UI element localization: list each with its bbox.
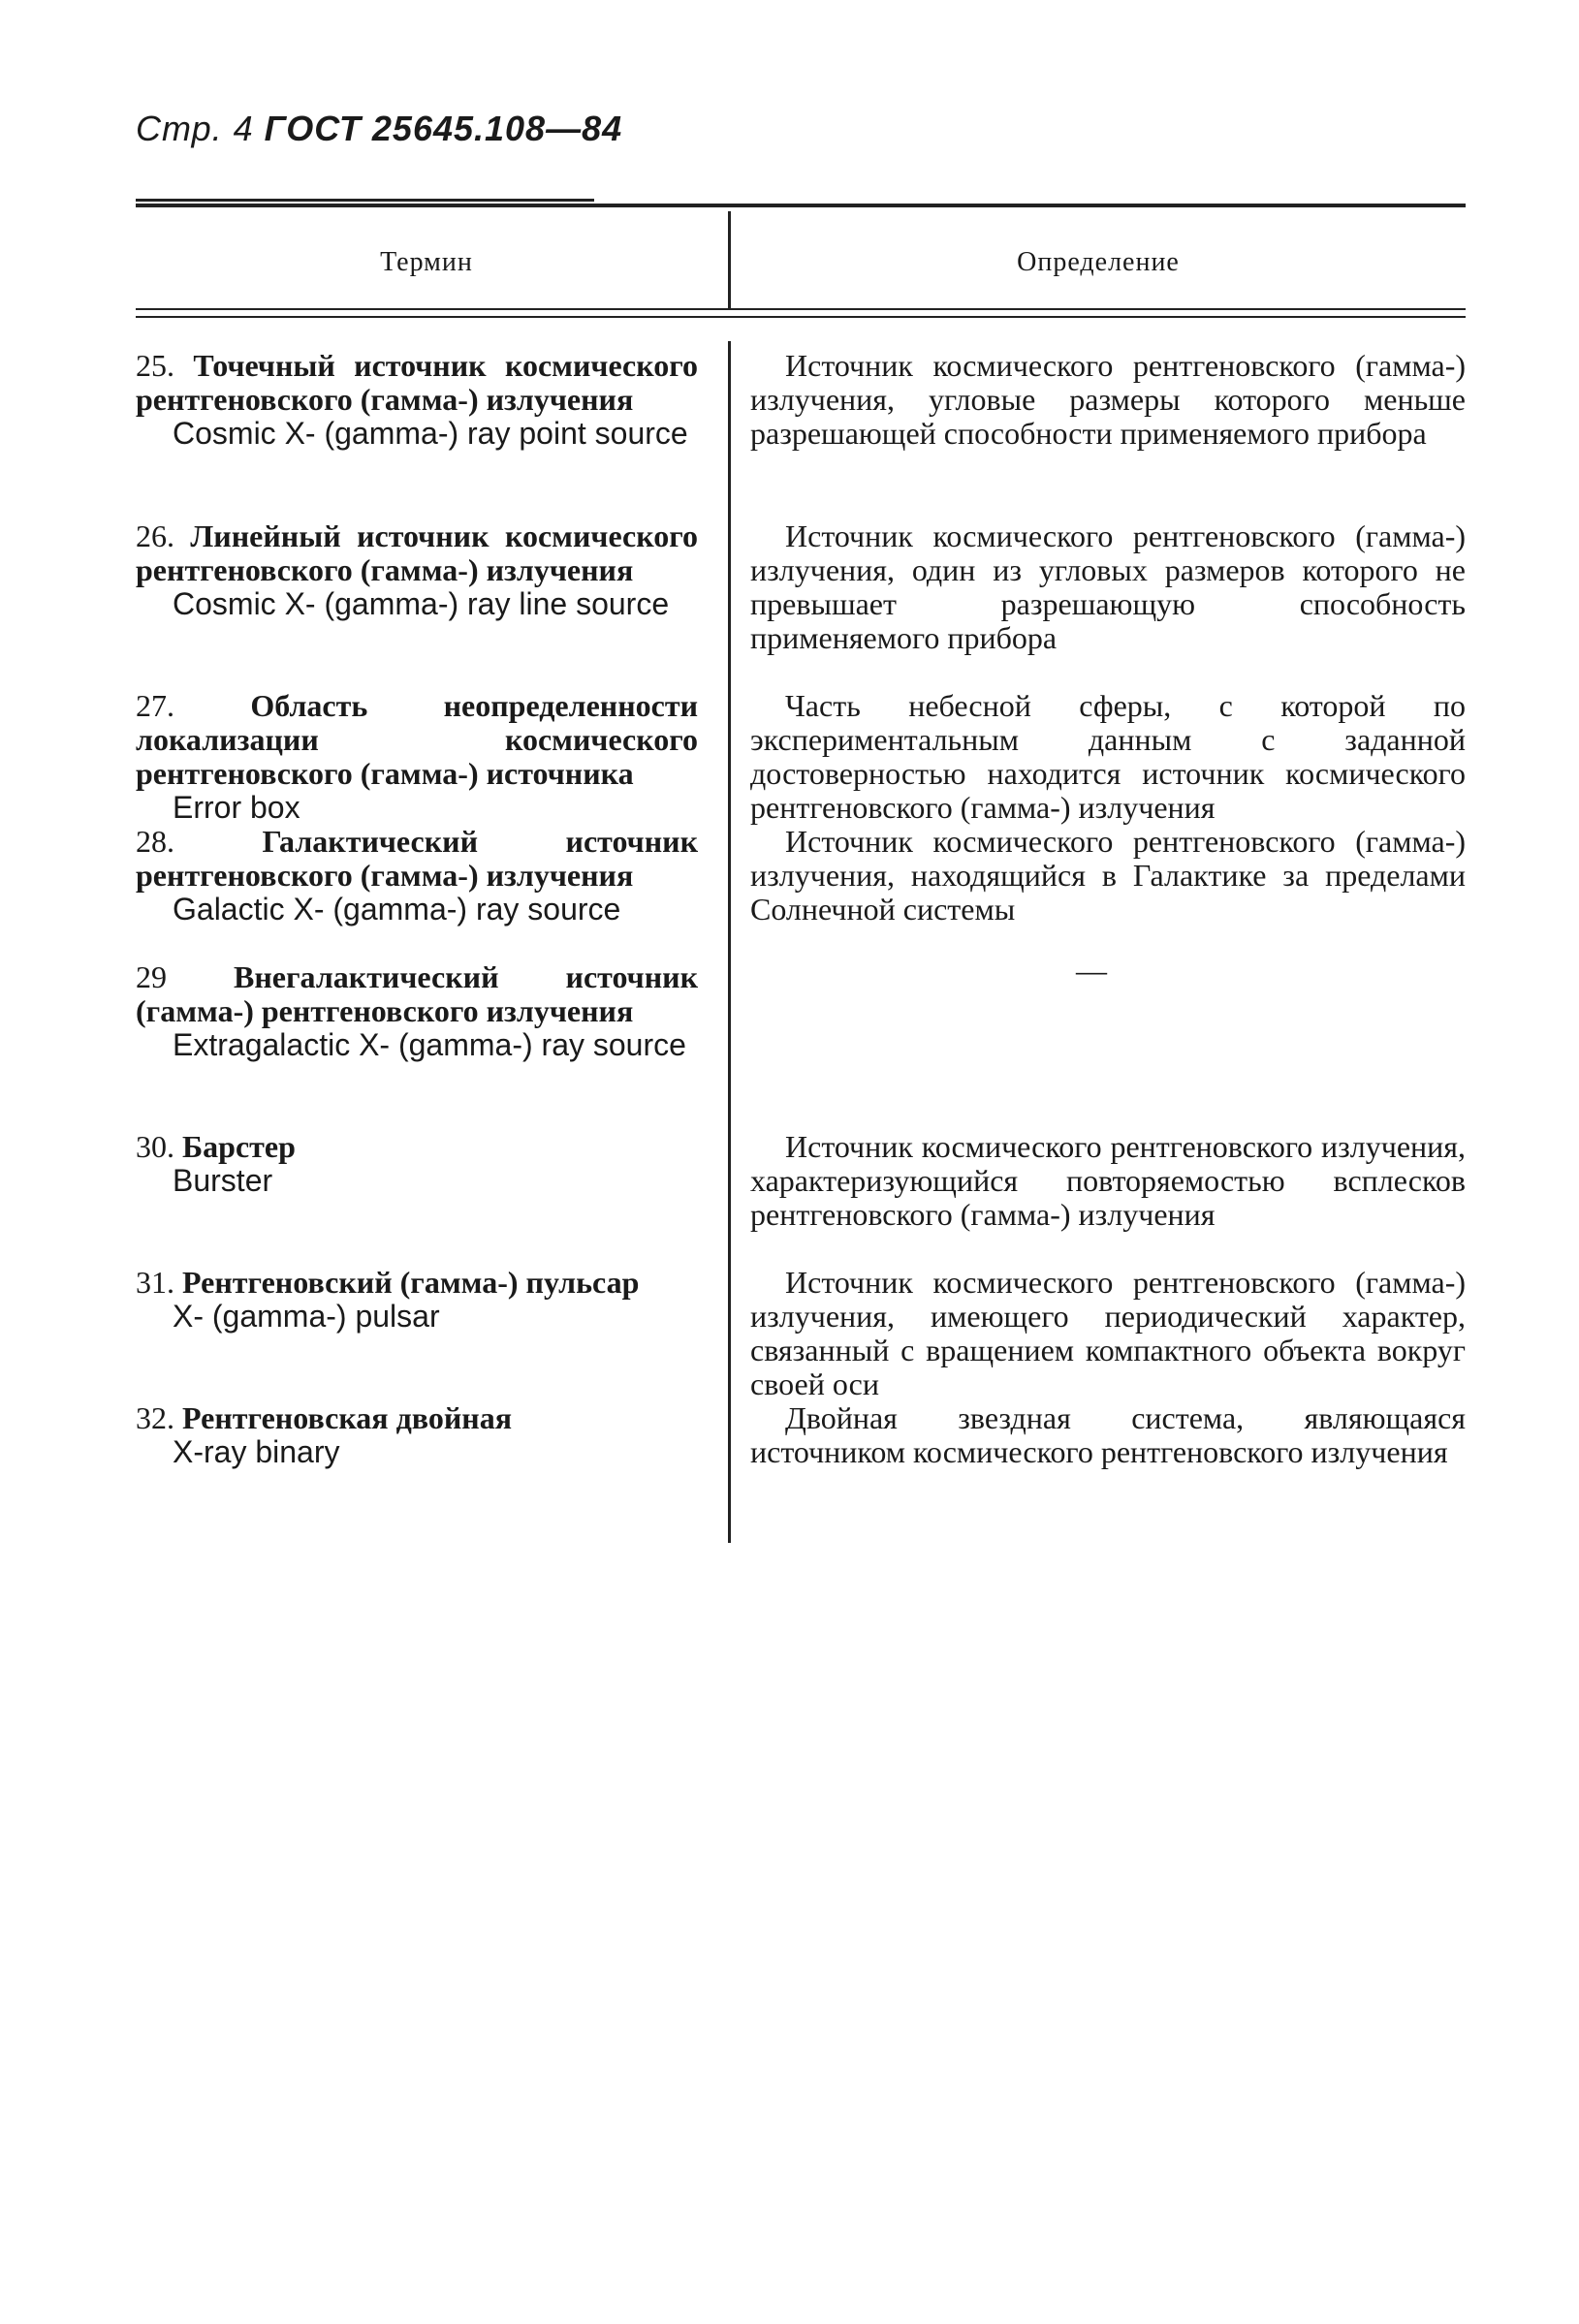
term-english: Galactic X- (gamma-) ray source — [173, 892, 621, 926]
term-definition: Источник космического рентгеновского (гамма-) излучения, имеющего периодический характер, связанный с вращением компактного объекта вокруг своей оси — [750, 1265, 1466, 1401]
term-russian: 30. Барстер — [136, 1129, 296, 1164]
table-top-rule — [136, 204, 1466, 207]
term-russian: 32. Рентгеновская двойная — [136, 1400, 513, 1435]
table-row — [136, 689, 698, 825]
term-definition: Источник космического рентгеновского излучения, характеризующийся повторяемостью всплесков рентгеновского (гамма-) излучения — [750, 1129, 1466, 1232]
table-row — [136, 1130, 698, 1198]
table-row — [136, 1266, 698, 1334]
term-english: X-ray binary — [173, 1434, 340, 1469]
term-english: X- (gamma-) pulsar — [173, 1299, 440, 1334]
header-underline — [136, 199, 594, 202]
term-number: 25. — [136, 348, 174, 383]
term-number: 31. — [136, 1265, 174, 1300]
term-english: Cosmic X- (gamma-) ray point source — [173, 416, 688, 451]
table-row — [136, 825, 698, 926]
term-definition: — — [1076, 953, 1107, 988]
term-definition: Двойная звездная система, являющаяся источником космического рентгеновского излучения — [750, 1400, 1466, 1469]
column-divider-body — [728, 341, 731, 1543]
table-row — [136, 349, 698, 451]
term-number: 30. — [136, 1129, 174, 1164]
term-english: Extragalactic X- (gamma-) ray source — [173, 1027, 686, 1062]
page-header — [136, 109, 622, 149]
term-english: Error box — [173, 790, 300, 825]
table-row — [136, 1401, 698, 1469]
term-russian: 28. Галактический источник рентгеновского (гамма-) излучения — [136, 824, 698, 893]
standard-number: ГОСТ 25645.108—84 — [264, 109, 623, 148]
term-russian: 25. Точечный источник космического рентгеновского (гамма-) излучения — [136, 348, 699, 417]
table-row — [136, 519, 698, 621]
term-number: 29 — [136, 959, 167, 994]
term-definition: Часть небесной сферы, с которой по экспериментальным данным с заданной достоверностью находится источник космического рентгеновского (гамма-) излучения — [750, 688, 1466, 825]
term-english: Cosmic X- (gamma-) ray line source — [173, 586, 670, 621]
table-row — [136, 960, 698, 1062]
header-rule-upper — [136, 308, 1466, 310]
term-definition: Источник космического рентгеновского (гамма-) излучения, угловые размеры которого меньше разрешающей способности применяемого прибора — [750, 348, 1466, 451]
term-definition: Источник космического рентгеновского (гамма-) излучения, находящийся в Галактике за пределами Солнечной системы — [750, 824, 1466, 926]
term-number: 28. — [136, 824, 174, 859]
page-label: Стр. 4 — [136, 109, 254, 148]
term-number: 26. — [136, 518, 174, 553]
term-russian: 29 Внегалактический источник (гамма-) рентгеновского излучения — [136, 959, 698, 1028]
term-definition: Источник космического рентгеновского (гамма-) излучения, один из угловых размеров которого не превышает разрешающую способность применяемого прибора — [750, 518, 1466, 655]
term-english: Burster — [173, 1163, 273, 1198]
column-header-term: Термин — [380, 247, 473, 277]
term-russian: 26. Линейный источник космического рентгеновского (гамма-) излучения — [136, 518, 698, 587]
column-header-definition: Определение — [1017, 247, 1180, 277]
term-russian: 27. Область неопределенности локализации космического рентгеновского (гамма-) источника — [136, 688, 699, 791]
term-number: 27. — [136, 688, 174, 723]
term-russian: 31. Рентгеновский (гамма-) пульсар — [136, 1265, 640, 1300]
header-rule-lower — [136, 316, 1466, 318]
term-number: 32. — [136, 1400, 174, 1435]
